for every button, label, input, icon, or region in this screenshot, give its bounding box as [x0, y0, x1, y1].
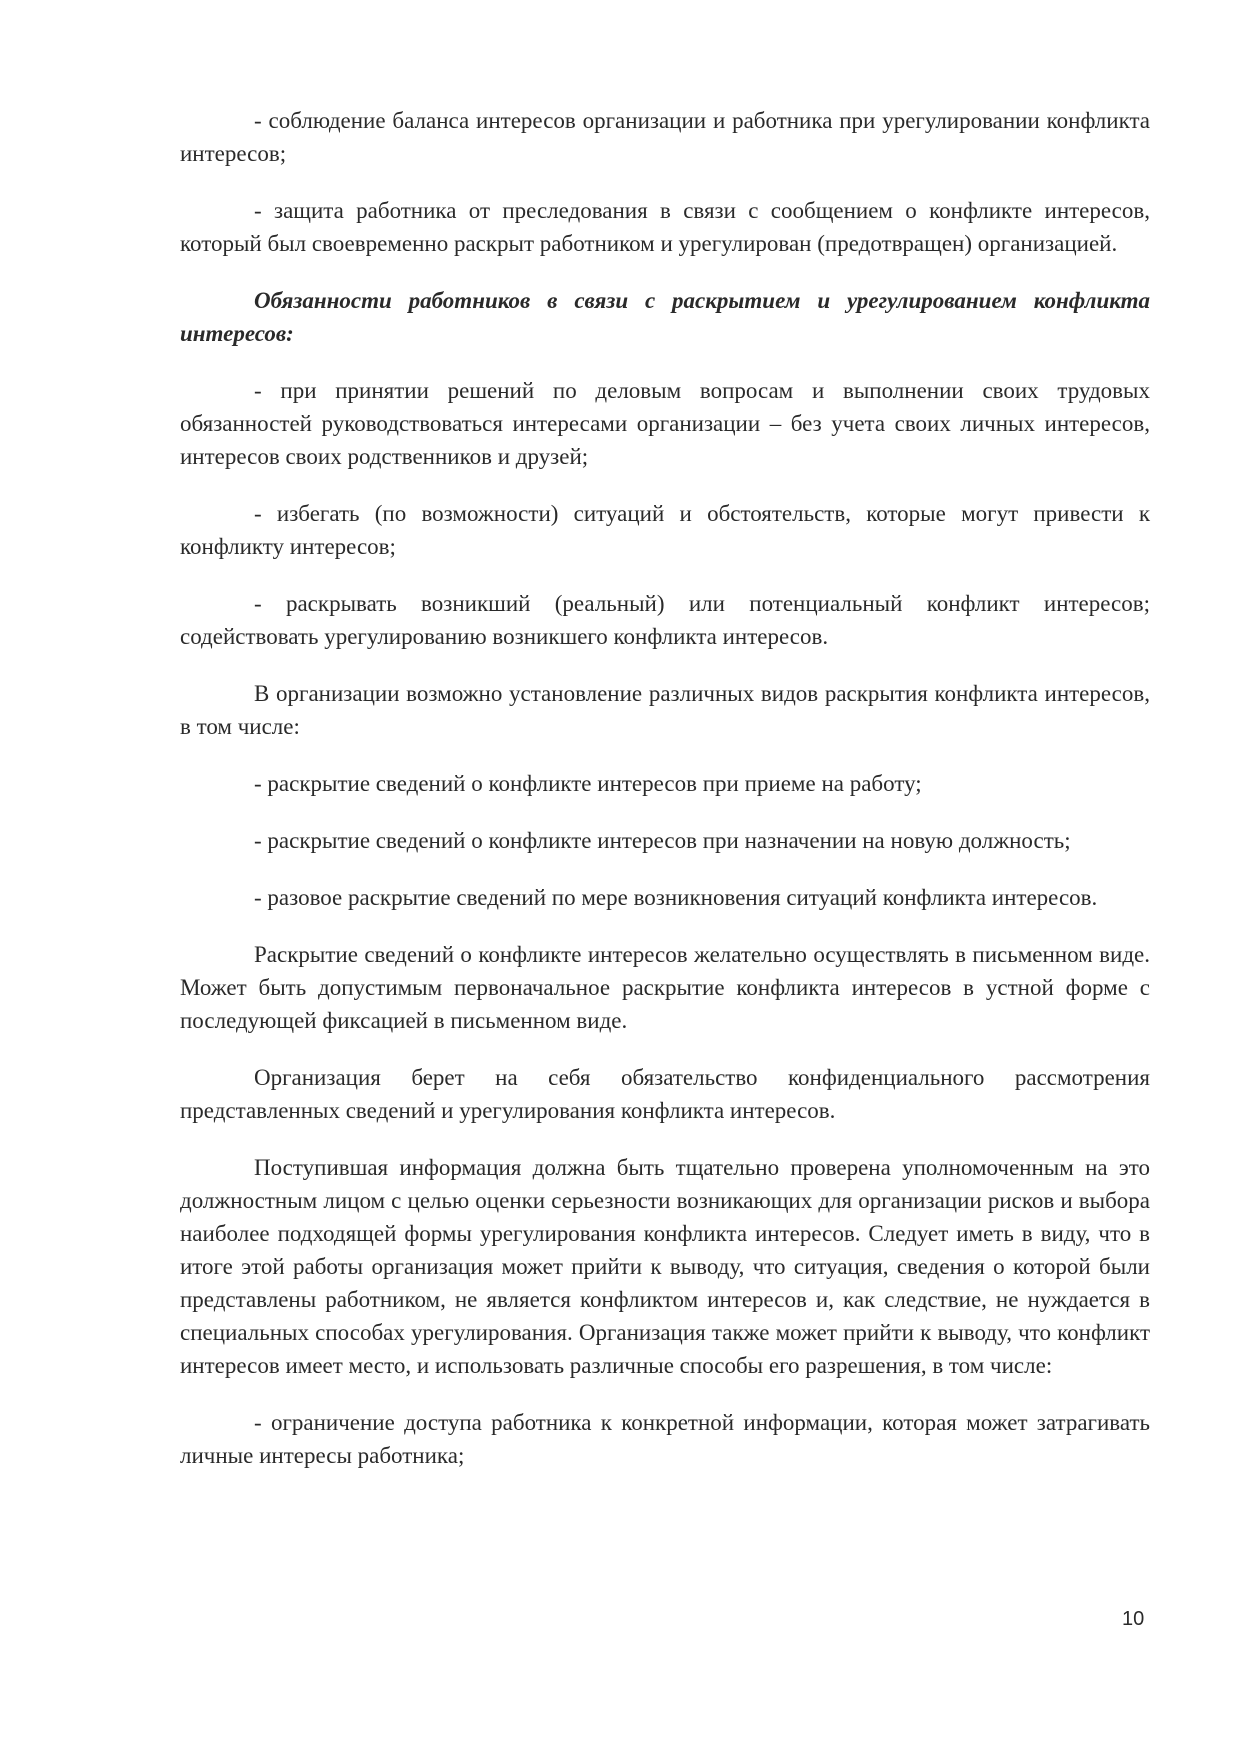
paragraph-disclosure-onetime: - разовое раскрытие сведений по мере возникновения ситуаций конфликта интересов.	[254, 885, 1098, 910]
paragraph-duty-organization-interests: - при принятии решений по деловым вопросам и выполнении своих трудовых обязанностей руководствоваться интересами организации – без учета своих личных интересов, интересов своих родственников и друзей;	[180, 378, 1150, 469]
paragraph-written-disclosure: Раскрытие сведений о конфликте интересов желательно осуществлять в письменном виде. Может быть допустимым первоначальное раскрытие конфликта интересов в устной форме с последующей фиксацией в письменном виде.	[180, 942, 1150, 1033]
page-number: 10	[1122, 1608, 1145, 1630]
paragraph-disclosure-hiring: - раскрытие сведений о конфликте интересов при приеме на работу;	[254, 771, 922, 796]
paragraph-confidentiality: Организация берет на себя обязательство конфиденциального рассмотрения представленных сведений и урегулирования конфликта интересов.	[180, 1065, 1150, 1123]
paragraph-duty-disclose: - раскрывать возникший (реальный) или потенциальный конфликт интересов; содействовать урегулированию возникшего конфликта интересов.	[180, 591, 1150, 649]
paragraph-duty-avoid-situations: - избегать (по возможности) ситуаций и обстоятельств, которые могут привести к конфликту интересов;	[180, 501, 1150, 559]
paragraph-access-restriction: - ограничение доступа работника к конкретной информации, которая может затрагивать личные интересы работника;	[180, 1410, 1150, 1468]
document-page	[180, 104, 1150, 1496]
paragraph-balance-interests: - соблюдение баланса интересов организации и работника при урегулировании конфликта интересов;	[180, 108, 1150, 166]
paragraph-disclosure-appointment: - раскрытие сведений о конфликте интересов при назначении на новую должность;	[254, 828, 1071, 853]
paragraph-employee-protection: - защита работника от преследования в связи с сообщением о конфликте интересов, который был своевременно раскрыт работником и урегулирован (предотвращен) организацией.	[180, 198, 1150, 256]
section-heading-employee-duties: Обязанности работников в связи с раскрытием и урегулированием конфликта интересов:	[180, 288, 1150, 346]
paragraph-verification: Поступившая информация должна быть тщательно проверена уполномоченным на это должностным лицом с целью оценки серьезности возникающих для организации рисков и выбора наиболее подходящей формы урегулирования конфликта интересов. Следует иметь в виду, что в итоге этой работы организация может прийти к выводу, что ситуация, сведения о которой были представлены работником, не является конфликтом интересов и, как следствие, не нуждается в специальных способах урегулирования. Организация также может прийти к выводу, что конфликт интересов имеет место, и использовать различные способы его разрешения, в том числе:	[180, 1155, 1150, 1378]
paragraph-disclosure-types: В организации возможно установление различных видов раскрытия конфликта интересов, в том числе:	[180, 681, 1150, 739]
